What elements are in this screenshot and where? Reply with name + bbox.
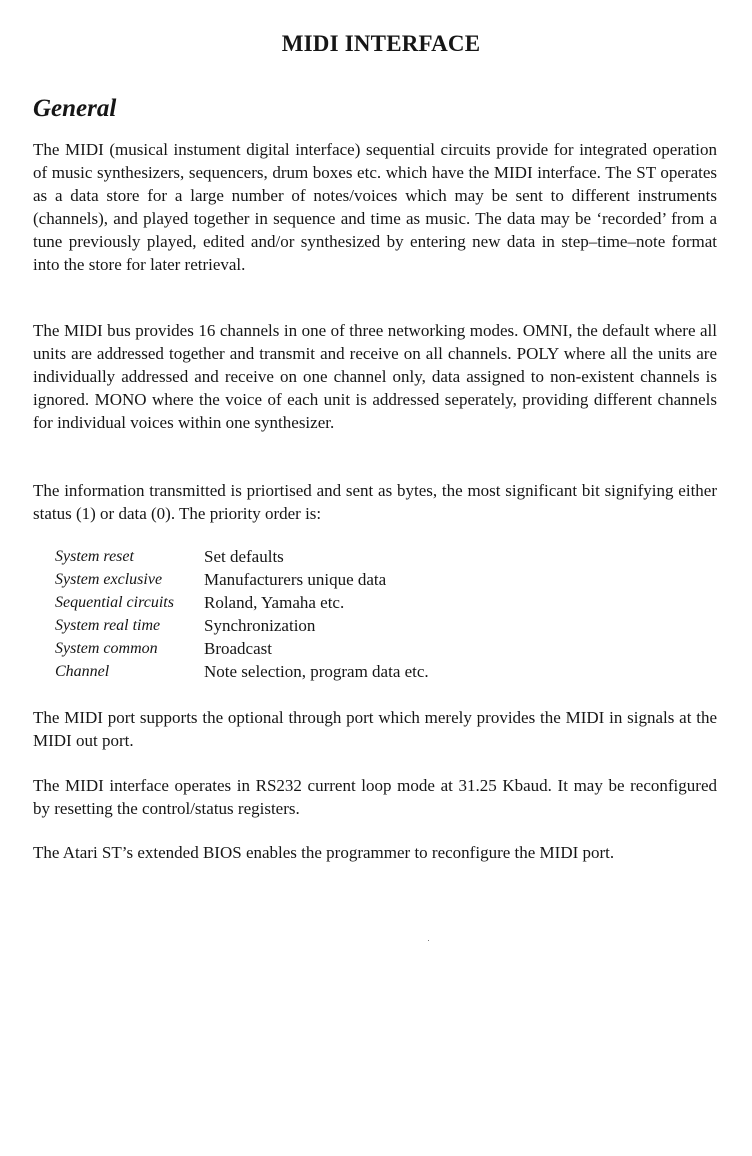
priority-description: Roland, Yamaha etc. [204,593,345,612]
list-item [55,568,429,591]
paragraph-through-port: The MIDI port supports the optional through port which merely provides the MIDI in signals at the MIDI out port. [33,708,717,750]
list-item [55,660,429,683]
priority-term: System exclusive [55,571,163,588]
list-item [55,637,429,660]
priority-term: System reset [55,548,134,565]
priority-term: System common [55,640,158,657]
paragraph-midi-bus-modes: The MIDI bus provides 16 channels in one of three networking modes. OMNI, the default where all units are addressed together and transmit and receive on all channels. POLY where all the units are individually addressed and receive on one channel only, data assigned to non-existent channels is ignored. MONO where the voice of each unit is addressed seperately, providing different channels for individual voices within one synthesizer. [33,321,717,432]
priority-description: Manufacturers unique data [204,570,387,589]
priority-description: Broadcast [204,639,272,658]
paragraph-extended-bios: The Atari ST’s extended BIOS enables the programmer to reconfigure the MIDI port. [33,843,615,862]
paragraph-priority-intro: The information transmitted is priortised and sent as bytes, the most significant bit signifying either status (1) or data (0). The priority order is: [33,481,717,523]
document-page [33,28,717,862]
paragraph-midi-overview: The MIDI (musical instument digital interface) sequential circuits provide for integrated operation of music synthesizers, sequencers, drum boxes etc. which have the MIDI interface. The ST operates as a data store for a large number of notes/voices which may be sent to different instruments (channels), and played together in sequence and time as music. The data may be ‘recorded’ from a tune previously played, edited and/or synthesized by entering new data in step–time–note format into the store for later retrieval. [33,140,717,274]
list-item [55,591,429,614]
priority-description: Synchronization [204,616,316,635]
priority-description: Set defaults [204,547,284,566]
page-title: MIDI INTERFACE [281,31,481,56]
section-heading-general: General [33,95,117,122]
priority-description: Note selection, program data etc. [204,662,429,681]
priority-term: System real time [55,617,161,634]
list-item [55,545,429,568]
list-item [55,614,429,637]
paragraph-rs232-mode: The MIDI interface operates in RS232 current loop mode at 31.25 Kbaud. It may be reconfigured by resetting the control/status registers. [33,776,717,818]
priority-order-list [55,545,429,683]
priority-term: Channel [55,663,110,680]
scan-speck [428,940,429,941]
priority-term: Sequential circuits [55,594,174,611]
